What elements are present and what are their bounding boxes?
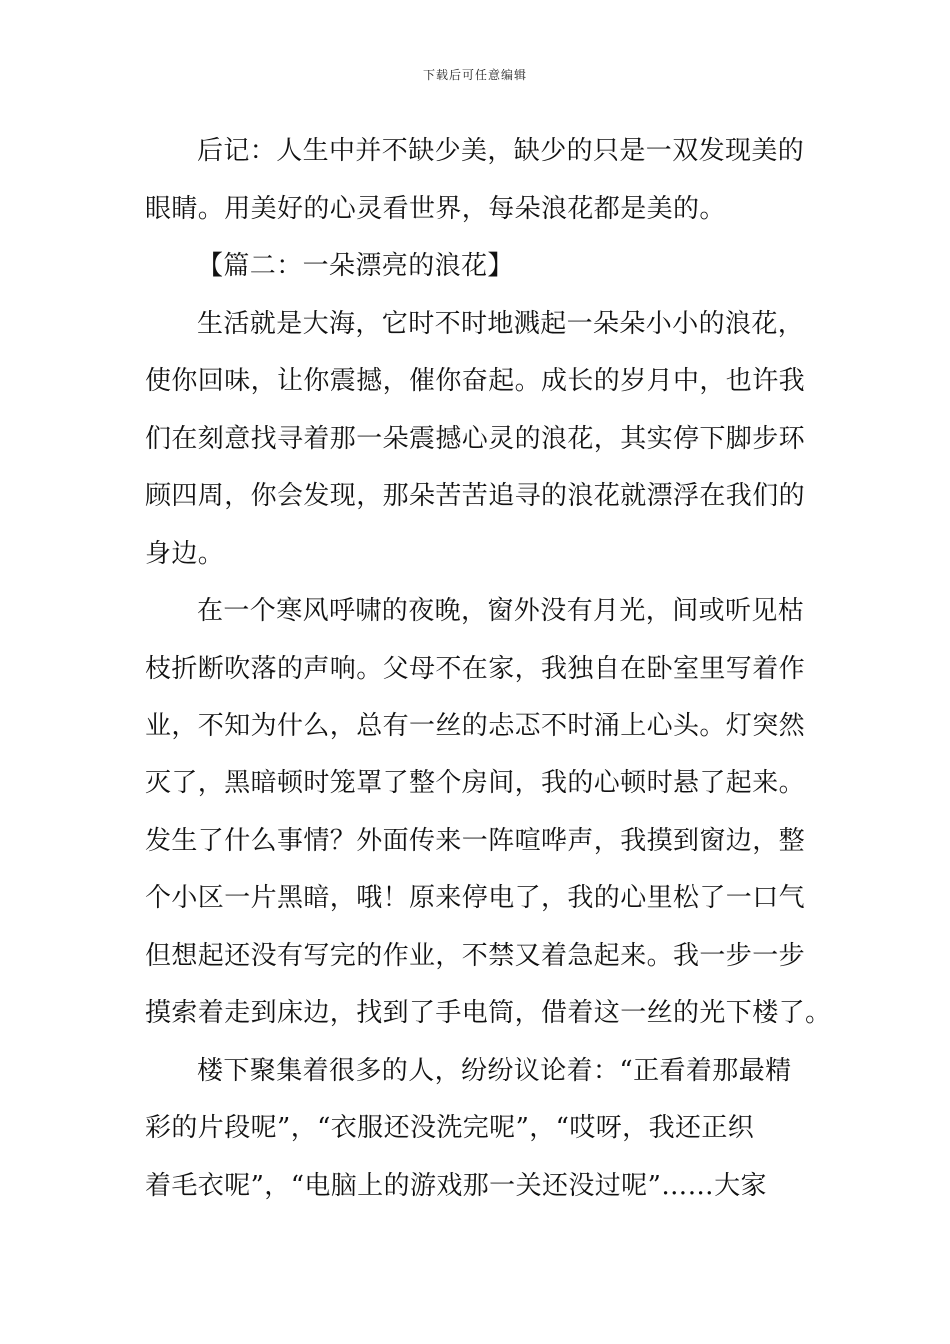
text-line: 着毛衣呢”，“电脑上的游戏那一关还没过呢”……大家 bbox=[145, 1171, 767, 1201]
section-heading: 【篇二：一朵漂亮的浪花】 bbox=[197, 251, 514, 281]
text-line: 发生了什么事情？外面传来一阵喧哗声，我摸到窗边，整 bbox=[145, 826, 806, 856]
text-line: 生活就是大海，它时不时地溅起一朵朵小小的浪花， bbox=[197, 309, 805, 339]
text-line: 身边。 bbox=[145, 539, 225, 569]
text-line: 们在刻意找寻着那一朵震撼心灵的浪花，其实停下脚步环 bbox=[145, 424, 806, 454]
text-line: 个小区一片黑暗，哦！原来停电了，我的心里松了一口气 bbox=[145, 883, 806, 913]
text-line: 在一个寒风呼啸的夜晚，窗外没有月光，间或听见枯 bbox=[197, 596, 805, 626]
text-line: 顾四周，你会发现，那朵苦苦追寻的浪花就漂浮在我们的 bbox=[145, 481, 806, 511]
page-header: 下载后可任意编辑 bbox=[422, 68, 527, 82]
text-line: 枝折断吹落的声响。父母不在家，我独自在卧室里写着作 bbox=[145, 654, 806, 684]
text-line: 业，不知为什么，总有一丝的忐忑不时涌上心头。灯突然 bbox=[145, 711, 806, 741]
text-line: 后记：人生中并不缺少美，缺少的只是一双发现美的 bbox=[197, 136, 805, 166]
text-line: 使你回味，让你震撼，催你奋起。成长的岁月中，也许我 bbox=[145, 366, 806, 396]
text-line: 彩的片段呢”，“衣服还没洗完呢”，“哎呀，我还正织 bbox=[145, 1113, 755, 1143]
text-line: 但想起还没有写完的作业，不禁又着急起来。我一步一步 bbox=[145, 941, 806, 971]
text-line: 楼下聚集着很多的人，纷纷议论着：“正看着那最精 bbox=[197, 1056, 792, 1086]
text-line: 眼睛。用美好的心灵看世界，每朵浪花都是美的。 bbox=[145, 194, 726, 224]
text-line: 灭了，黑暗顿时笼罩了整个房间，我的心顿时悬了起来。 bbox=[145, 768, 806, 798]
text-line: 摸索着走到床边，找到了手电筒，借着这一丝的光下楼了。 bbox=[145, 998, 832, 1028]
